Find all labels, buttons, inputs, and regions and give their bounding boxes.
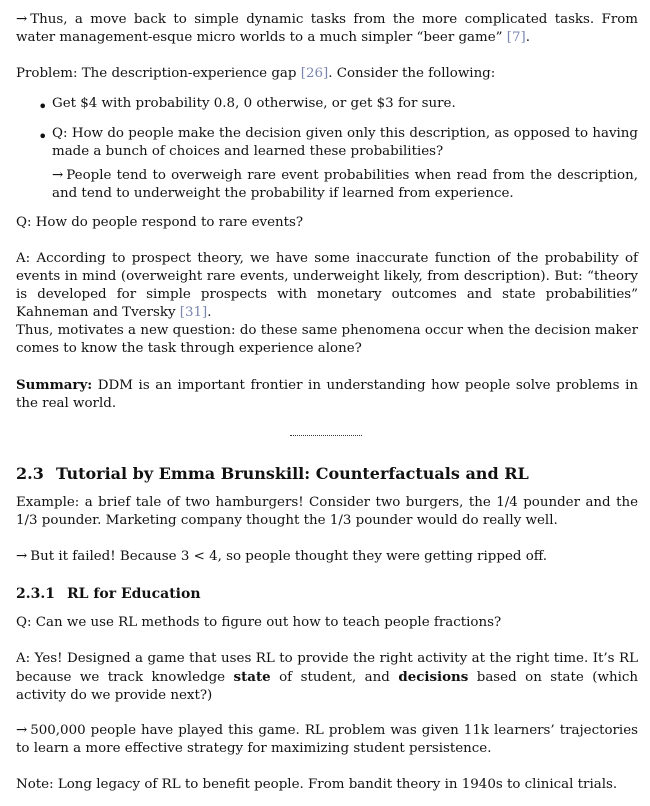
bullet-icon: • <box>38 127 48 146</box>
question-rl-methods: Q: Can we use RL methods to figure out how to teach people fractions? <box>16 615 502 630</box>
paragraph-hamburgers: Example: a brief tale of two hamburgers! Consider two burgers, the 1/4 pounder and the 1/3 pounder. Marketing company thought the 1/3 pounder would do really well. <box>16 495 638 528</box>
arrow-icon: → <box>52 168 64 183</box>
section-divider <box>290 435 362 436</box>
paragraph-players: → 500,000 people have played this game. RL problem was given 11k learners’ trajectories to learn a more effective strategy for maximizing student persistence. <box>16 723 638 756</box>
answer-prospect-theory: A: According to prospect theory, we have some inaccurate function of the probability of events in mind (overweight rare events, underweight likely, from description). But: “theory is developed for simple prospects with monetary outcomes and state probabilities” Kahneman and Tversky [31]. <box>16 251 638 320</box>
arrow-icon: → <box>16 549 28 564</box>
subsection-heading <box>16 585 201 603</box>
subsection-number: 2.3.1 <box>16 586 55 602</box>
paragraph-note: Note: Long legacy of RL to benefit people. From bandit theory in 1940s to clinical trials. <box>16 777 618 792</box>
question-rare-events: Q: How do people respond to rare events? <box>16 215 304 230</box>
arrow-icon: → <box>16 723 28 738</box>
document-page: → Thus, a move back to simple dynamic tasks from the more complicated tasks. From water management-esque micro worlds to a much simpler “beer game” [7]. Problem: The description-experience gap [26]. Consider the following: • Get $4 with probability 0.8, 0 otherwise, or get $3 for sure. • Q: How do people make the decision given only this description, as opposed to having made a bunch of choices and learned these probabilities? → People tend to overweigh rare event probabilities when read from the description, and tend to underweight the probability if learned from experience. Q: How do people respond to rare events? A: According to prospect theory, we have some inaccurate function of the probability of events in mind (overweight rare events, underweight likely, from description). But: “theory is developed for simple prospects with monetary outcomes and state probabilities” Kahneman and Tversky [31]. Thus, motivates a new question: do these same phenomena occur when the decision maker comes to know the task through experience alone? Summary: DDM is an important frontier in understanding how people solve problems in the real world. 2.3 Tutorial by Emma Brunskill: Counterfactuals and RL Example: a brief tale of two hamburgers! Consider two burgers, the 1/4 pounder and the 1/3 pounder. Marketing company thought the 1/3 pounder would do really well. → But it failed! Because 3 < 4, so people thought they were getting ripped off. 2.3.1 RL for Education Q: Can we use RL methods to figure out how to teach people fractions? A: Yes! Designed a game that uses RL to provide the right activity at the right time. It’s RL because we track knowledge state of student, and decisions based on state (which activity do we provide next?) → 500,000 people have played this game. RL problem was given 11k learners’ trajectories to learn a more effective strategy for maximizing student persistence. Note: Long legacy of RL to benefit people. From bandit theory in 1940s to clinical trials. <box>16 12 638 792</box>
paragraph-new-question: Thus, motivates a new question: do these same phenomena occur when the decision maker comes to know the task through experience alone? <box>16 323 638 356</box>
paragraph-beer-game: → Thus, a move back to simple dynamic tasks from the more complicated tasks. From water management-esque micro worlds to a much simpler “beer game” [7]. <box>16 12 638 45</box>
section-heading <box>16 465 529 483</box>
paragraph-problem: Problem: The description-experience gap [26]. Consider the following: <box>16 66 496 81</box>
list-item-subnote: → People tend to overweigh rare event probabilities when read from the description, and tend to underweight the probability if learned from experience. <box>52 168 638 201</box>
summary-paragraph: Summary: DDM is an important frontier in understanding how people solve problems in the real world. <box>16 377 638 411</box>
answer-rl-game: A: Yes! Designed a game that uses RL to provide the right activity at the right time. It’s RL because we track knowledge state of student, and decisions based on state (which activity do we provide next?) <box>16 651 638 703</box>
citation-link[interactable]: [7] <box>506 30 526 45</box>
bullet-icon: • <box>38 97 48 116</box>
citation-link[interactable]: [31] <box>179 305 208 320</box>
summary-label: Summary: <box>16 377 93 393</box>
citation-link[interactable]: [26] <box>300 66 329 81</box>
arrow-icon: → <box>16 12 28 27</box>
paragraph-failed: → But it failed! Because 3 < 4, so people thought they were getting ripped off. <box>16 549 548 564</box>
section-title: Tutorial by Emma Brunskill: Counterfactuals and RL <box>56 464 529 483</box>
section-number: 2.3 <box>16 464 44 483</box>
subsection-title: RL for Education <box>67 586 201 602</box>
